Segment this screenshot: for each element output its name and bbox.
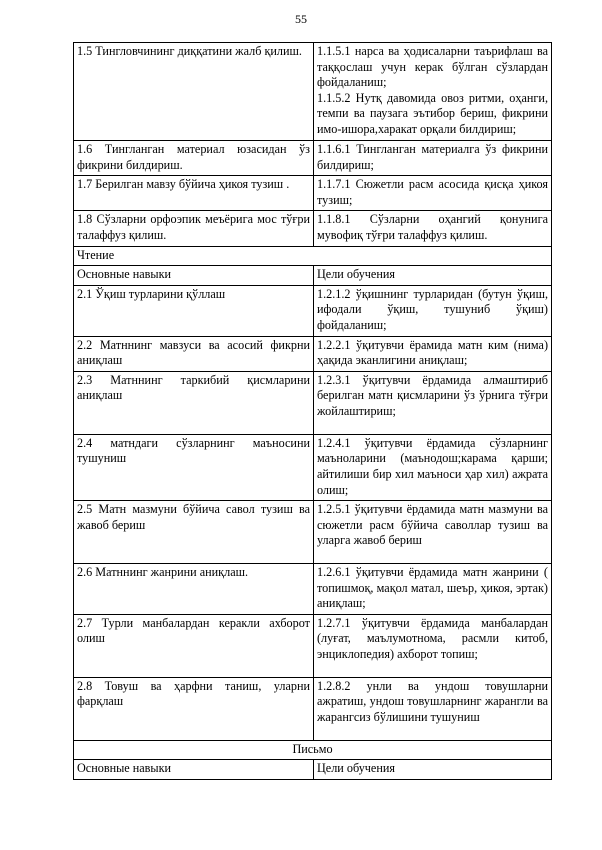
goal-cell <box>314 564 552 615</box>
page-number: 55 <box>295 12 307 26</box>
table-row <box>74 141 552 176</box>
goal-cell <box>314 677 552 740</box>
goal-cell <box>314 285 552 336</box>
table-row <box>74 336 552 371</box>
column-header-goals: Цели обучения <box>314 266 552 286</box>
goal-item: 1.2.6.1 ўқитувчи ёрдамида матн жанрини ( топишмоқ, мақол матал, шеър, ҳикоя, эртак) аниқлаш; <box>317 565 548 611</box>
skill-cell: 1.5 Тингловчининг диққатини жалб қилиш. <box>74 43 314 141</box>
skill-cell: 1.8 Сўзларни орфоэпик меъёрига мос тўғри талаффуз қилиш. <box>74 211 314 246</box>
header-row <box>74 266 552 286</box>
goal-item: 1.2.8.2 унли ва ундош товушларни ажратиш, ундош товушларнинг жарангли ва жарангсиз бўлишини тушуниш <box>317 678 548 725</box>
skill-cell: 2.7 Турли манбалардан керакли ахборот олиш <box>74 614 314 677</box>
goal-item: 1.1.5.1 нарса ва ҳодисаларни таърифлаш ва таққослаш учун керак бўлган сўзлардан фойдаланиш; <box>317 44 548 90</box>
section-row <box>74 740 552 760</box>
table-row <box>74 501 552 564</box>
goal-cell <box>314 211 552 246</box>
goal-item: 1.2.1.2 ўқишнинг турларидан (бутун ўқиш, ифодали ўқиш, тушуниб ўқиш) фойдаланиш; <box>317 286 548 332</box>
column-header-goals: Цели обучения <box>314 760 552 780</box>
column-header-skills: Основные навыки <box>74 760 314 780</box>
goal-item: 1.1.5.2 Нутқ давомида овоз ритми, оҳанги, темпи ва паузага эътибор бериш, фикрини имо-ишора,харакат орқали билдириш; <box>317 90 548 136</box>
goal-cell <box>314 141 552 176</box>
goal-item: 1.2.2.1 ўқитувчи ёрамида матн ким (нима) ҳақида эканлигини аниқлаш; <box>317 337 548 368</box>
goal-cell <box>314 501 552 564</box>
column-header-skills: Основные навыки <box>74 266 314 286</box>
table-row <box>74 43 552 141</box>
skill-cell: 2.8 Товуш ва ҳарфни таниш, уларни фарқлаш <box>74 677 314 740</box>
section-title: Письмо <box>74 740 552 760</box>
section-row <box>74 246 552 266</box>
goal-item: 1.2.3.1 ўқитувчи ёрдамида алмаштириб берилган матн қисмларини ўз ўрнига тўғри жойлаштириш; <box>317 372 548 418</box>
goal-item: 1.1.8.1 Сўзларни оҳангий қонунига мувофиқ тўғри талаффуз қилиш. <box>317 212 548 242</box>
table-row <box>74 677 552 740</box>
skill-cell: 2.1 Ўқиш турларини қўллаш <box>74 285 314 336</box>
skill-cell: 1.7 Берилган мавзу бўйича ҳикоя тузиш . <box>74 176 314 211</box>
skill-cell: 1.6 Тингланган материал юзасидан ўз фикрини билдириш. <box>74 141 314 176</box>
skill-cell: 2.6 Матннинг жанрини аниқлаш. <box>74 564 314 615</box>
goal-cell <box>314 176 552 211</box>
skill-cell: 2.2 Матннинг мавзуси ва асосий фикрни аниқлаш <box>74 336 314 371</box>
header-row <box>74 760 552 780</box>
goal-item: 1.2.5.1 ўқитувчи ёрдамида матн мазмуни ва сюжетли расм бўйича саволлар тузиш ва уларга жавоб бериш <box>317 502 548 548</box>
table-row <box>74 285 552 336</box>
goal-cell <box>314 336 552 371</box>
section-title: Чтение <box>74 246 552 266</box>
table-row <box>74 434 552 500</box>
table-row <box>74 371 552 434</box>
table-row <box>74 564 552 615</box>
goal-item: 1.1.6.1 Тингланган материалга ўз фикрини билдириш; <box>317 142 548 172</box>
skill-cell: 2.3 Матннинг таркибий қисмларини аниқлаш <box>74 371 314 434</box>
goal-item: 1.2.4.1 ўқитувчи ёрдамида сўзларнинг маъноларини (маънодош;карама қарши; айтилиши бир хил маъноси ҳар хил) ажрата олиш; <box>317 435 548 497</box>
goal-cell <box>314 43 552 141</box>
table-row <box>74 176 552 211</box>
skill-cell: 2.4 матндаги сўзларнинг маъносини тушуниш <box>74 434 314 500</box>
skill-cell: 2.5 Матн мазмуни бўйича савол тузиш ва жавоб бериш <box>74 501 314 564</box>
goal-item: 1.2.7.1 ўқитувчи ёрдамида манбалардан (луғат, маълумотнома, расмли китоб, энциклопедия) ахборот топиш; <box>317 615 548 662</box>
table-row <box>74 614 552 677</box>
goal-cell <box>314 434 552 500</box>
goal-cell <box>314 614 552 677</box>
goal-cell <box>314 371 552 434</box>
curriculum-table <box>73 42 552 780</box>
table-row <box>74 211 552 246</box>
goal-item: 1.1.7.1 Сюжетли расм асосида қисқа ҳикоя тузиш; <box>317 177 548 207</box>
